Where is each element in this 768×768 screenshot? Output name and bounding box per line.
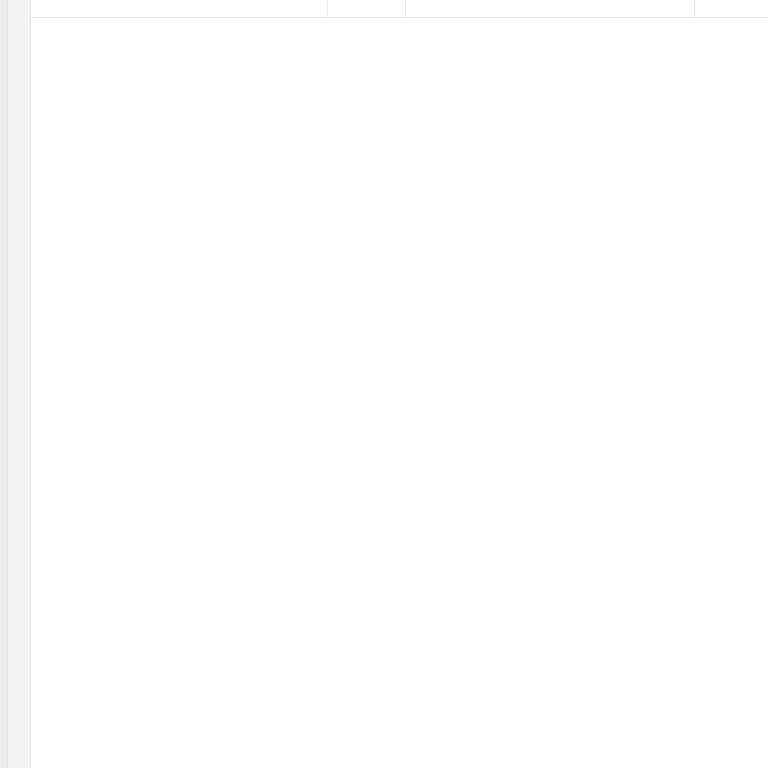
left-scroll-gutter [0,0,8,768]
preferences-table [30,0,768,768]
cell-branch [31,0,328,17]
cell-reasons [406,0,695,17]
cell-quota [328,0,406,17]
table-row-previous [31,0,768,18]
cell-action [695,0,768,17]
